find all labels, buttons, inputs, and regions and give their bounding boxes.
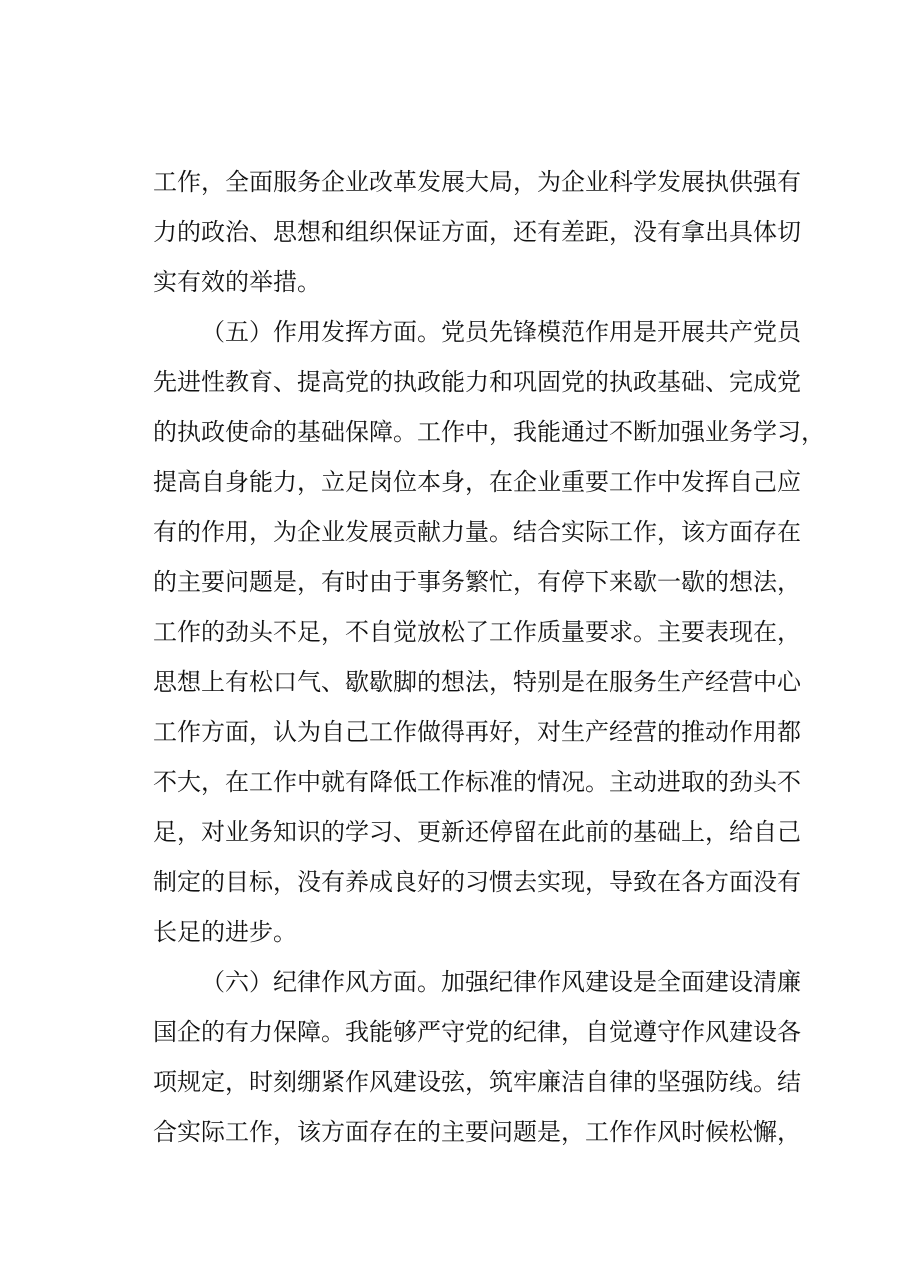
text-line: 工作，全面服务企业改革发展大局，为企业科学发展执供强有	[153, 168, 801, 196]
text-line: 项规定，时刻绷紧作风建设弦，筑牢廉洁自律的坚强防线。结	[153, 1068, 801, 1096]
text-line: 不大，在工作中就有降低工作标准的情况。主动进取的劲头不	[153, 768, 801, 796]
text-line: 工作方面，认为自己工作做得再好，对生产经营的推动作用都	[153, 718, 801, 746]
text-line: 先进性教育、提高党的执政能力和巩固党的执政基础、完成党	[153, 368, 801, 396]
text-line: 的主要问题是，有时由于事务繁忙，有停下来歇一歇的想法，	[153, 568, 801, 596]
text-line: 提高自身能力，立足岗位本身，在企业重要工作中发挥自己应	[153, 468, 801, 496]
text-line: 实有效的举措。	[153, 268, 321, 296]
section-heading-line: （五）作用发挥方面。党员先锋模范作用是开展共产党员	[201, 318, 801, 346]
text-line: 的执政使命的基础保障。工作中，我能通过不断加强业务学习，	[153, 418, 825, 446]
text-line: 有的作用，为企业发展贡献力量。结合实际工作，该方面存在	[153, 518, 801, 546]
text-line: 长足的进步。	[153, 918, 297, 946]
text-line: 工作的劲头不足，不自觉放松了工作质量要求。主要表现在，	[153, 618, 801, 646]
text-line: 力的政治、思想和组织保证方面，还有差距，没有拿出具体切	[153, 218, 801, 246]
section-heading-line: （六）纪律作风方面。加强纪律作风建设是全面建设清廉	[201, 968, 801, 996]
text-line: 合实际工作，该方面存在的主要问题是，工作作风时候松懈，	[153, 1118, 801, 1146]
text-line: 思想上有松口气、歇歇脚的想法，特别是在服务生产经营中心	[153, 668, 801, 696]
text-line: 国企的有力保障。我能够严守党的纪律，自觉遵守作风建设各	[153, 1018, 801, 1046]
text-line: 足，对业务知识的学习、更新还停留在此前的基础上，给自己	[153, 818, 801, 846]
text-line: 制定的目标，没有养成良好的习惯去实现，导致在各方面没有	[153, 868, 801, 896]
